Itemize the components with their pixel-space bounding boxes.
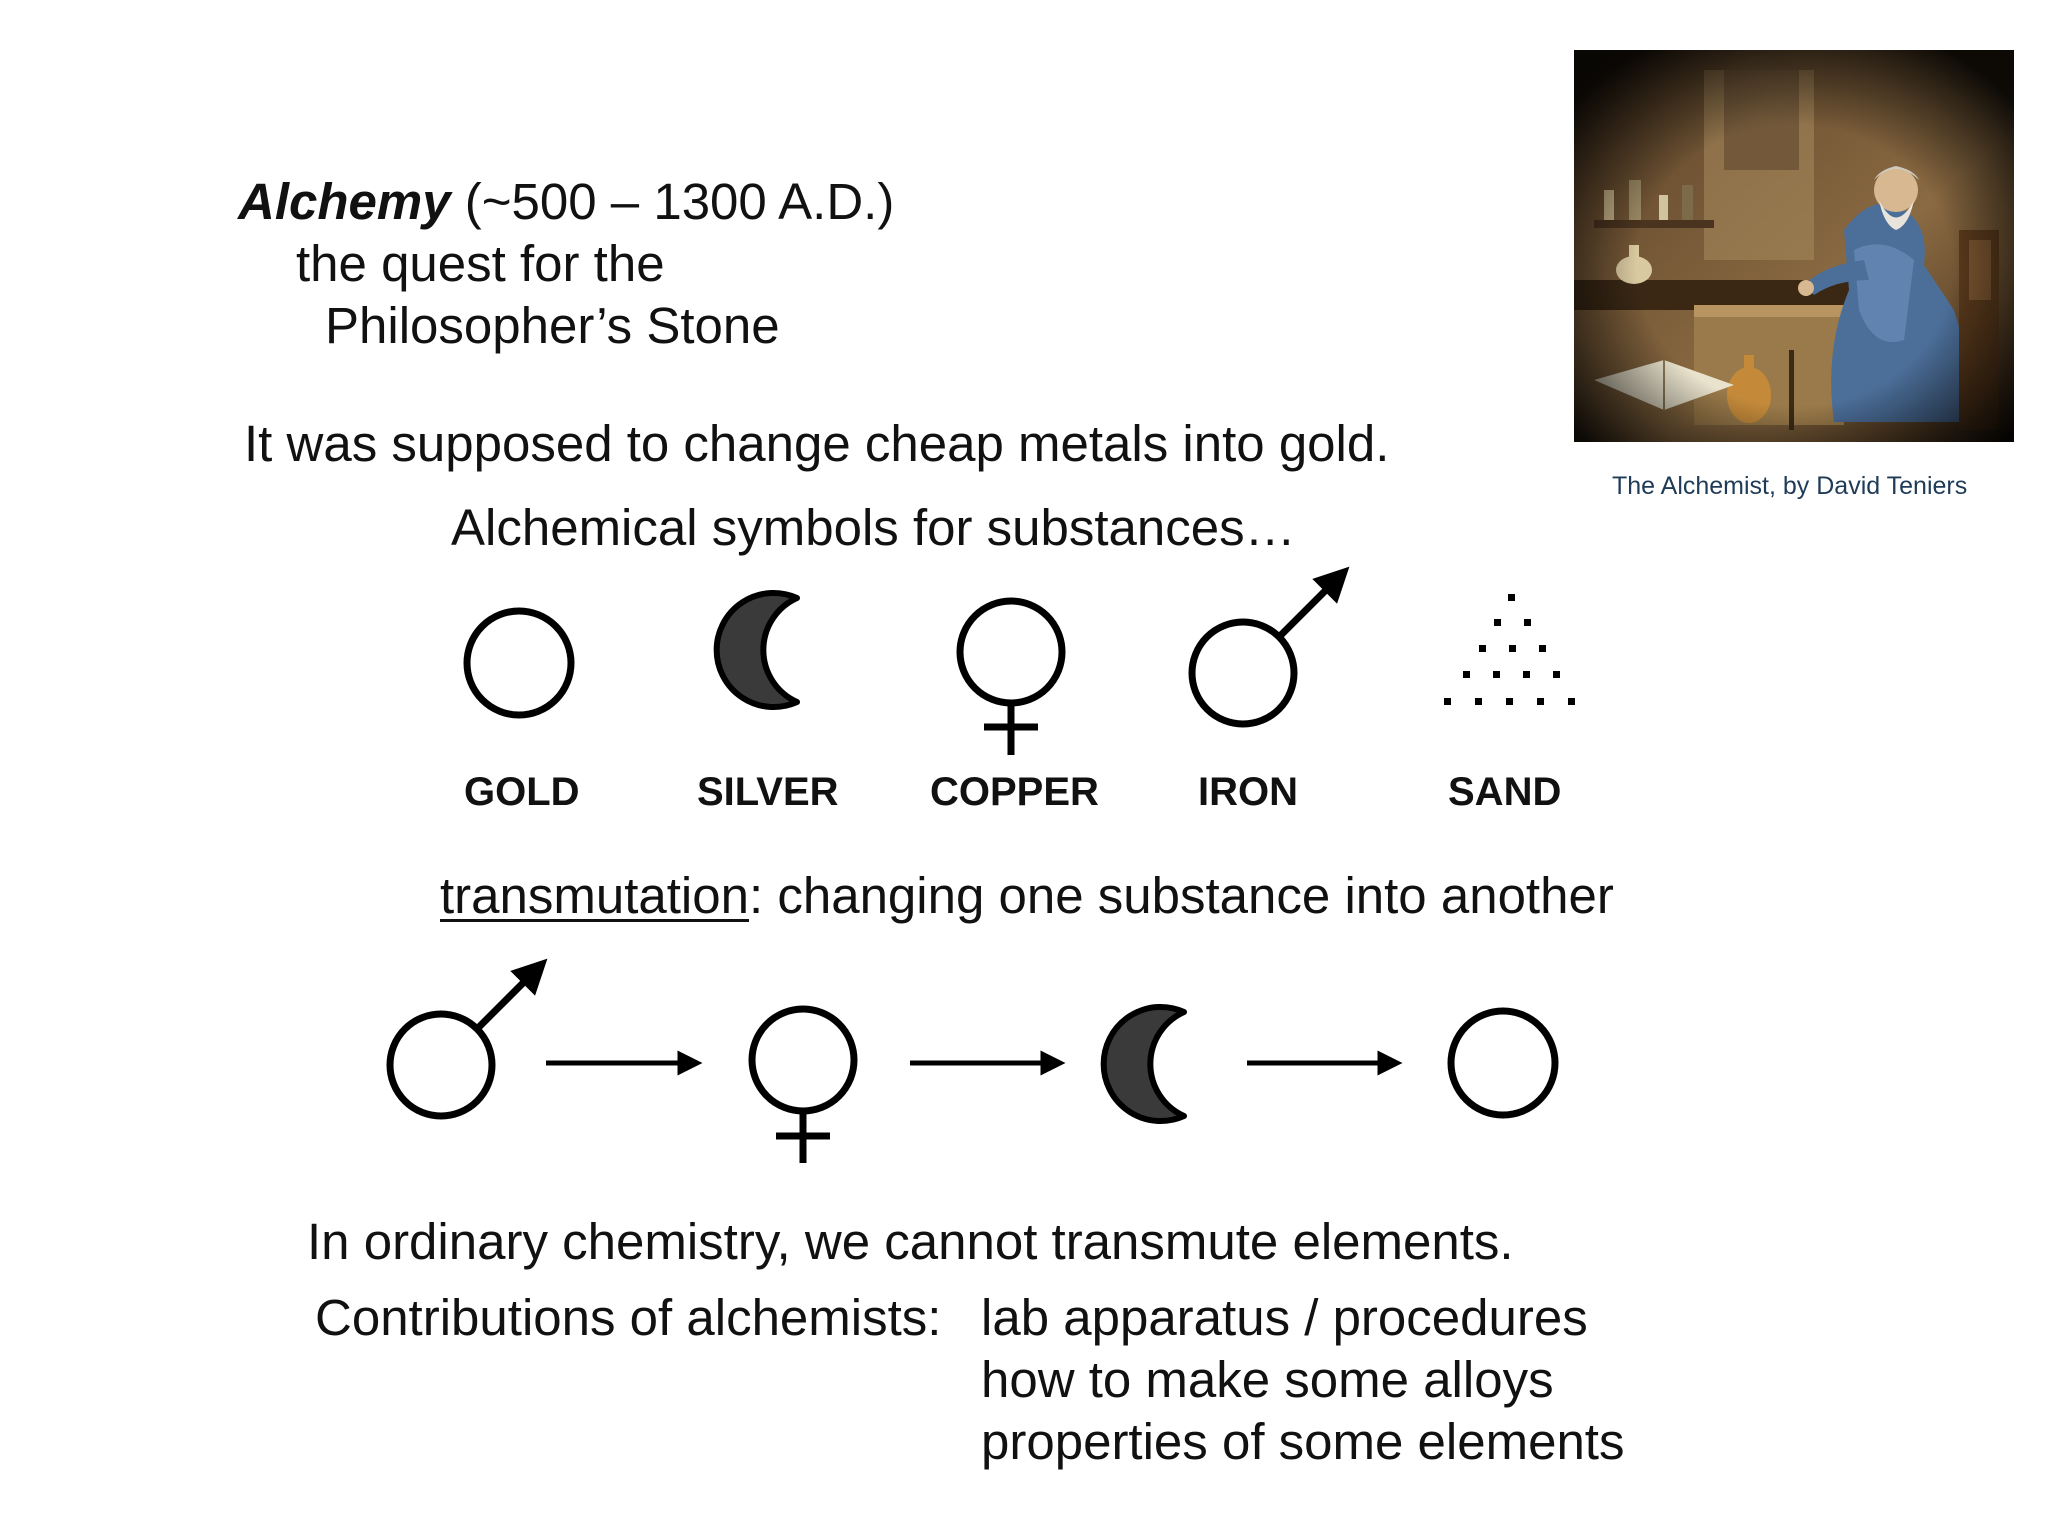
title-line-2: the quest for the [296,235,665,292]
contributions-label: Contributions of alchemists: [315,1289,942,1346]
contribution-item: lab apparatus / procedures [981,1289,1588,1346]
transmute-statement: In ordinary chemistry, we cannot transmute elements. [307,1213,1514,1270]
transmutation-silver-crescent-moon-icon [1104,1007,1184,1121]
symbol-label-copper: COPPER [930,770,1099,814]
transmutation-term: transmutation [440,867,749,924]
symbol-label-gold: GOLD [464,770,580,814]
painting-caption: The Alchemist, by David Teniers [1612,472,1968,500]
symbols-heading: Alchemical symbols for substances… [451,499,1296,556]
sand-dot-triangle-icon [1444,594,1575,705]
title-line-3: Philosopher’s Stone [325,297,780,354]
intro-sentence: It was supposed to change cheap metals into gold. [244,415,1390,472]
symbol-label-iron: IRON [1198,770,1298,814]
silver-crescent-moon-icon [717,593,797,707]
contribution-item: properties of some elements [981,1413,1625,1470]
symbol-label-sand: SAND [1448,770,1562,814]
symbol-label-silver: SILVER [697,770,839,814]
transmutation-meaning: : changing one substance into another [749,867,1614,924]
gold-sun-circle-icon [467,611,571,715]
alchemy-term: Alchemy [238,173,451,230]
transmutation-copper-venus-icon [752,1009,854,1163]
transmutation-iron-mars-icon [390,966,540,1116]
contribution-item: how to make some alloys [981,1351,1554,1408]
iron-mars-icon [1192,574,1342,724]
copper-venus-icon [960,601,1062,755]
transmutation-gold-sun-circle-icon [1451,1011,1555,1115]
alchemy-dates: (~500 – 1300 A.D.) [450,173,895,230]
